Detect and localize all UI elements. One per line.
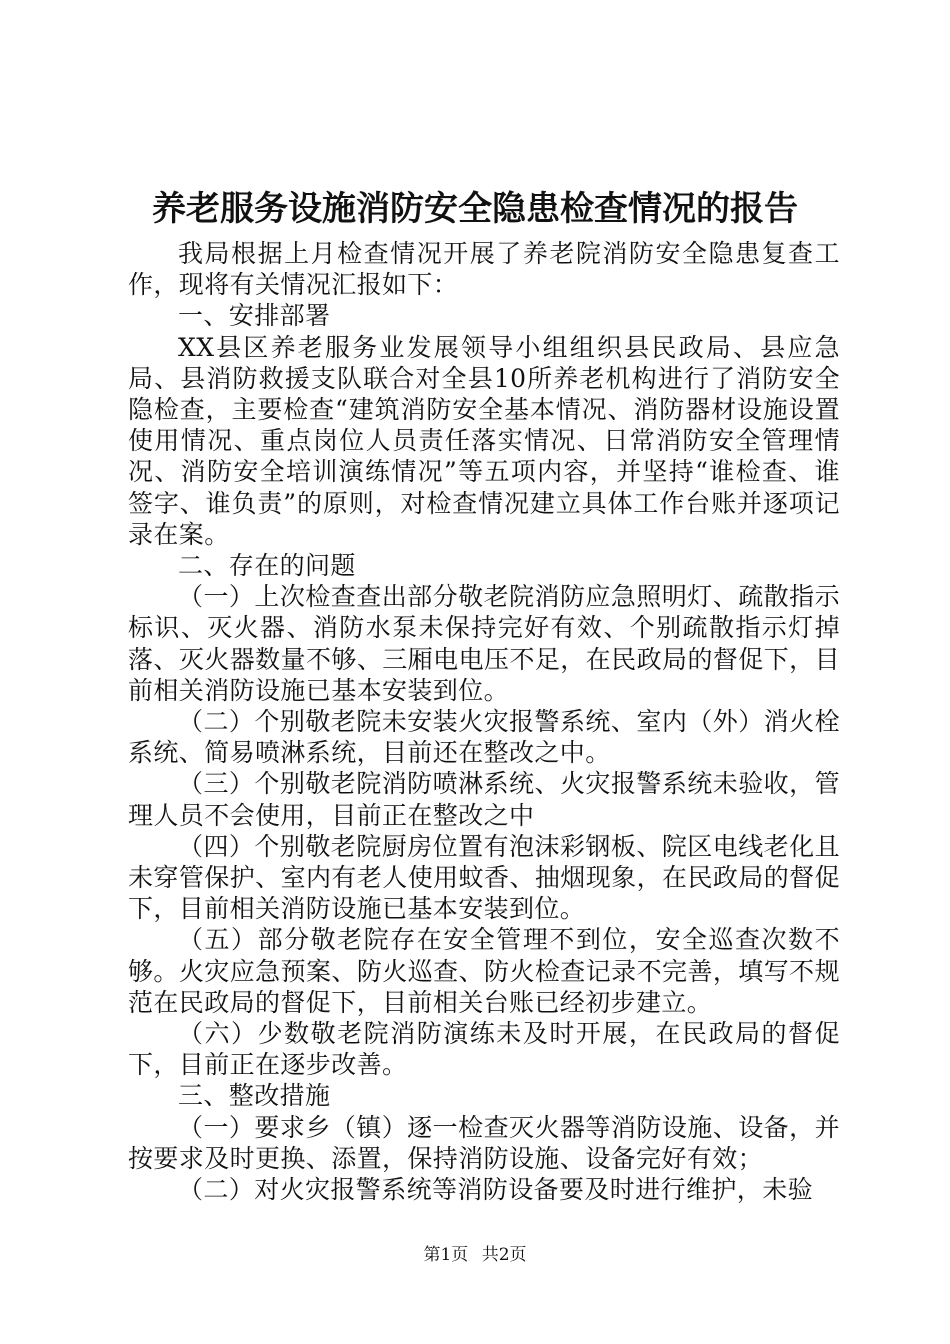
page-total: 共2页	[481, 1245, 527, 1265]
page-number: 第1页	[423, 1245, 469, 1265]
paragraph-measure-1: （一）要求乡（镇）逐一检查灭火器等消防设施、设备，并按要求及时更换、添置，保持消防设施、设备完好有效；	[128, 1112, 840, 1173]
paragraph-deployment: XX县区养老服务业发展领导小组组织县民政局、县应急局、县消防救援支队联合对全县10所养老机构进行了消防安全隐检查，主要检查“建筑消防安全基本情况、消防器材设施设置使用情况、重点岗位人员责任落实情况、日常消防安全管理情况、消防安全培训演练情况”等五项内容，并坚持“谁检查、谁签字、谁负责”的原则，对检查情况建立具体工作台账并逐项记录在案。	[128, 332, 840, 549]
page-footer	[0, 1244, 950, 1266]
section-heading-measures: 三、整改措施	[178, 1081, 331, 1111]
paragraph-measure-2: （二）对火灾报警系统等消防设备要及时进行维护，未验	[178, 1175, 814, 1205]
paragraph-problem-1: （一）上次检查查出部分敬老院消防应急照明灯、疏散指示标识、灭火器、消防水泵未保持完好有效、个别疏散指示灯掉落、灭火器数量不够、三厢电电压不足，在民政局的督促下，目前相关消防设施已基本安装到位。	[128, 582, 840, 705]
paragraph-intro: 我局根据上月检查情况开展了养老院消防安全隐患复查工作，现将有关情况汇报如下：	[128, 239, 840, 300]
section-heading-problems: 二、存在的问题	[178, 551, 356, 581]
paragraph-problem-2: （二）个别敬老院未安装火灾报警系统、室内（外）消火栓系统、简易喷淋系统，目前还在整改之中。	[128, 707, 840, 768]
paragraph-problem-4: （四）个别敬老院厨房位置有泡沫彩钢板、院区电线老化且未穿管保护、室内有老人使用蚊香、抽烟现象，在民政局的督促下，目前相关消防设施已基本安装到位。	[128, 831, 840, 924]
document-title: 养老服务设施消防安全隐患检查情况的报告	[152, 189, 798, 229]
paragraph-problem-5: （五）部分敬老院存在安全管理不到位，安全巡查次数不够。火灾应急预案、防火巡查、防火检查记录不完善，填写不规范在民政局的督促下，目前相关台账已经初步建立。	[128, 925, 840, 1017]
document-body	[128, 238, 840, 1205]
section-heading-deployment: 一、安排部署	[178, 301, 331, 331]
paragraph-problem-6: （六）少数敬老院消防演练未及时开展，在民政局的督促下，目前正在逐步改善。	[128, 1019, 840, 1080]
paragraph-problem-3: （三）个别敬老院消防喷淋系统、火灾报警系统未验收，管理人员不会使用，目前正在整改之中	[128, 769, 840, 830]
